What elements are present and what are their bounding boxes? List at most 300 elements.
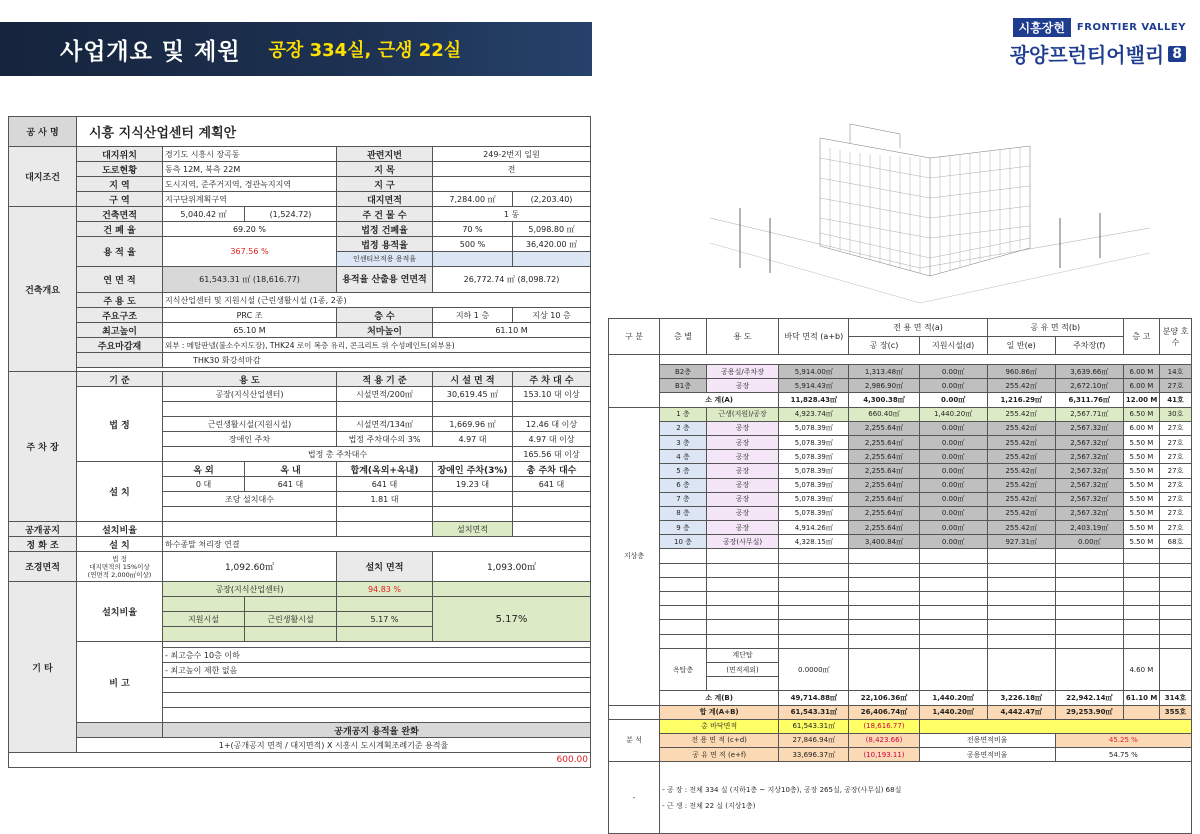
cell: 총 바닥면적	[660, 719, 779, 733]
cell	[433, 402, 513, 417]
cell	[1055, 634, 1123, 648]
cell: 층 별	[660, 319, 707, 355]
cell	[919, 719, 1191, 733]
cell	[163, 522, 337, 537]
cell	[433, 252, 513, 267]
cell: 옥탑층	[660, 648, 707, 691]
cell: 6.00 M	[1123, 365, 1159, 379]
cell	[849, 606, 919, 620]
cell	[660, 620, 707, 634]
cell: 1,092.60㎡	[163, 552, 337, 582]
cell: 1 동	[433, 207, 591, 222]
cell: 설치 면적	[337, 552, 433, 582]
cell: 구 역	[77, 192, 163, 207]
cell: 30호	[1159, 407, 1191, 421]
cell: 6.00 M	[1123, 421, 1159, 435]
cell: 대지위치	[77, 147, 163, 162]
cell: 2,403.19㎡	[1055, 521, 1123, 535]
cell: (면적제외)	[706, 662, 778, 676]
cell: 2,255.64㎡	[849, 435, 919, 449]
cell: 6 층	[660, 478, 707, 492]
cell: 29,253.90㎡	[1055, 705, 1123, 719]
cell: 153.10 대 이상	[513, 387, 591, 402]
cell: 5.50 M	[1123, 506, 1159, 520]
cell: 지원시설	[163, 612, 245, 627]
cell	[660, 355, 1192, 365]
cell: 공 유 면 적(b)	[987, 319, 1123, 337]
cell	[1159, 592, 1191, 606]
cell: THK30 화강석마감	[163, 353, 591, 368]
cell: 공장(지식산업센터)	[163, 582, 337, 597]
cell: 인센티브적용 용적율	[337, 252, 433, 267]
cell	[1159, 648, 1191, 691]
cell	[1123, 620, 1159, 634]
cell: 927.31㎡	[987, 535, 1055, 549]
cell: 계단탑	[706, 648, 778, 662]
cell: 22,106.36㎡	[849, 691, 919, 705]
cell: 27호	[1159, 492, 1191, 506]
cell: 5.17%	[433, 597, 591, 642]
cell: 도로현황	[77, 162, 163, 177]
cell	[849, 563, 919, 577]
cell	[779, 606, 849, 620]
cell	[919, 563, 987, 577]
cell: 소 계(A)	[660, 393, 779, 407]
cell: 0.00㎡	[1055, 535, 1123, 549]
cell: 27호	[1159, 435, 1191, 449]
cell: 0.00㎡	[919, 521, 987, 535]
cell	[1159, 577, 1191, 591]
cell: 건축개요	[9, 207, 77, 372]
cell: 61.10 M	[1123, 691, 1159, 705]
cell: 5.17 %	[337, 612, 433, 627]
cell	[987, 620, 1055, 634]
cell: 5,078.39㎡	[779, 464, 849, 478]
cell: 도시지역, 준주거지역, 경관녹지지역	[163, 177, 337, 192]
cell: 공용면적비율	[919, 748, 1055, 762]
cell	[1159, 620, 1191, 634]
cell	[987, 606, 1055, 620]
cell: 건 폐 율	[77, 222, 163, 237]
cell: 255.42㎡	[987, 450, 1055, 464]
cell	[660, 563, 707, 577]
cell: 공개공지 용적율 완화	[163, 723, 591, 738]
cell: 0.00㎡	[919, 421, 987, 435]
cell: 2,672.10㎡	[1055, 379, 1123, 393]
cell: 1 층	[660, 407, 707, 421]
cell-line: 법 정	[112, 554, 127, 563]
cell: 19.23 대	[433, 477, 513, 492]
cell: 설치면적	[433, 522, 513, 537]
cell	[337, 597, 433, 612]
cell: 주 차 대 수	[513, 372, 591, 387]
cell: 27호	[1159, 521, 1191, 535]
cell: 27호	[1159, 450, 1191, 464]
cell: 255.42㎡	[987, 521, 1055, 535]
cell: 26,406.74㎡	[849, 705, 919, 719]
page-title: 사업개요 및 제원	[60, 38, 241, 65]
cell: B1층	[660, 379, 707, 393]
title-banner	[0, 22, 592, 76]
cell: 정 화 조	[9, 537, 77, 552]
cell: 641 대	[337, 477, 433, 492]
cell: 36,420.00 ㎡	[513, 237, 591, 252]
cell: 0.00㎡	[919, 535, 987, 549]
cell: 2,255.64㎡	[849, 421, 919, 435]
cell	[706, 606, 778, 620]
cell: 주차장(f)	[1055, 337, 1123, 355]
cell: 공장	[706, 421, 778, 435]
cell: 255.42㎡	[987, 506, 1055, 520]
cell: 설치비율	[77, 522, 163, 537]
cell	[706, 677, 778, 691]
cell: 0.0000㎡	[779, 648, 849, 691]
cell: 0.00㎡	[919, 393, 987, 407]
cell: 27호	[1159, 506, 1191, 520]
cell: 조경면적	[9, 552, 77, 582]
cell: 7,284.00 ㎡	[433, 192, 513, 207]
cell: 12.00 M	[1123, 393, 1159, 407]
project-name: 시흥 지식산업센터 계획안	[77, 117, 591, 147]
cell: 1,093.00㎡	[433, 552, 591, 582]
cell: 249-2번지 일원	[433, 147, 591, 162]
cell: 근린생활시설	[245, 612, 337, 627]
cell: 층 수	[337, 308, 433, 323]
cell: 지원시설(d)	[919, 337, 987, 355]
cell: 54.75 %	[1055, 748, 1191, 762]
cell: 근생(지원)/공장	[706, 407, 778, 421]
cell: 주 건 물 수	[337, 207, 433, 222]
cell: (18,616.77)	[849, 719, 919, 733]
cell: 0 대	[163, 477, 245, 492]
cell	[337, 522, 433, 537]
cell	[433, 582, 591, 597]
cell: 공장(사무실)	[706, 535, 778, 549]
cell: 설치비율	[77, 582, 163, 642]
cell: 5.50 M	[1123, 535, 1159, 549]
cell: 시 설 면 적	[433, 372, 513, 387]
cell: 연 면 적	[77, 267, 163, 293]
cell: - 최고높이 제한 없음	[163, 663, 591, 678]
cell	[660, 577, 707, 591]
cell: 법정 건폐율	[337, 222, 433, 237]
cell: 68호	[1159, 535, 1191, 549]
cell	[987, 648, 1055, 691]
cell: 총 주차 대수	[513, 462, 591, 477]
cell: 최고높이	[77, 323, 163, 338]
cell: 기 타	[9, 582, 77, 753]
cell	[1055, 563, 1123, 577]
cell	[609, 705, 660, 719]
cell: 용 도	[163, 372, 337, 387]
cell: 6.00 M	[1123, 379, 1159, 393]
cell	[919, 634, 987, 648]
cell: 5,078.39㎡	[779, 450, 849, 464]
cell: 500 %	[433, 237, 513, 252]
cell: 255.42㎡	[987, 435, 1055, 449]
cell: 지구단위계획구역	[163, 192, 337, 207]
cell: 지상층	[609, 407, 660, 705]
cell: 공장(지식산업센터)	[163, 387, 337, 402]
cell: 94.83 %	[337, 582, 433, 597]
cell	[163, 507, 337, 522]
cell: 3,226.18㎡	[987, 691, 1055, 705]
cell	[660, 592, 707, 606]
cell: B2층	[660, 365, 707, 379]
cell: 공장	[706, 379, 778, 393]
cell: 설 치	[77, 537, 163, 552]
cell: 5,078.39㎡	[779, 478, 849, 492]
cell: 27호	[1159, 421, 1191, 435]
cell: 2,567.32㎡	[1055, 435, 1123, 449]
cell: 2 층	[660, 421, 707, 435]
cell: 4,300.38㎡	[849, 393, 919, 407]
cell: 2,986.90㎡	[849, 379, 919, 393]
cell-line: 대지면적의 15%이상	[89, 562, 150, 571]
cell: 5,040.42 ㎡	[163, 207, 245, 222]
cell: 3,400.84㎡	[849, 535, 919, 549]
cell: 10 층	[660, 535, 707, 549]
cell: 공 장(c)	[849, 337, 919, 355]
cell: 355호	[1159, 705, 1191, 719]
cell: 공 유 면 적 (e+f)	[660, 748, 779, 762]
cell: (8,423.66)	[849, 733, 919, 747]
cell	[706, 592, 778, 606]
cell: 2,255.64㎡	[849, 464, 919, 478]
cell: 0.00㎡	[919, 365, 987, 379]
cell: 255.42㎡	[987, 407, 1055, 421]
cell	[987, 549, 1055, 563]
cell	[987, 634, 1055, 648]
cell: 3,639.66㎡	[1055, 365, 1123, 379]
cell: 0.00㎡	[919, 450, 987, 464]
cell	[919, 592, 987, 606]
cell: (10,193.11)	[849, 748, 919, 762]
cell: 2,567.32㎡	[1055, 506, 1123, 520]
cell: 전	[433, 162, 591, 177]
cell: PRC 조	[163, 308, 337, 323]
brand-badge: 시흥장현	[1013, 18, 1071, 37]
cell: 4 층	[660, 450, 707, 464]
cell	[706, 634, 778, 648]
cell	[513, 252, 591, 267]
brand-english: FRONTIER VALLEY	[1076, 22, 1186, 33]
cell: 층 고	[1123, 319, 1159, 355]
cell-line: (연면적 2,000㎡이상)	[87, 570, 152, 579]
cell: 41호	[1159, 393, 1191, 407]
cell	[660, 606, 707, 620]
cell	[1055, 648, 1123, 691]
cell: 960.86㎡	[987, 365, 1055, 379]
cell: 법정 용적율	[337, 237, 433, 252]
cell: 30,619.45 ㎡	[433, 387, 513, 402]
cell: 하수종말 처리장 연결	[163, 537, 591, 552]
cell	[849, 592, 919, 606]
cell: 주 용 도	[77, 293, 163, 308]
cell	[1123, 592, 1159, 606]
cell: 255.42㎡	[987, 478, 1055, 492]
cell: 7 층	[660, 492, 707, 506]
cell: 69.20 %	[163, 222, 337, 237]
cell	[919, 549, 987, 563]
cell: 5.50 M	[1123, 450, 1159, 464]
far-relaxation-value: 600.00	[9, 753, 591, 768]
cell: 공장	[706, 450, 778, 464]
cell: 6,311.76㎡	[1055, 393, 1123, 407]
cell: 165.56 대 이상	[513, 447, 591, 462]
cell: 11,828.43㎡	[779, 393, 849, 407]
cell	[706, 563, 778, 577]
cell	[987, 577, 1055, 591]
cell: 장애인 주차(3%)	[433, 462, 513, 477]
cell: 합 계(A+B)	[660, 705, 779, 719]
cell	[1055, 577, 1123, 591]
cell: -	[609, 762, 660, 834]
cell: 옥 외	[163, 462, 245, 477]
cell: 5.50 M	[1123, 435, 1159, 449]
cell: 660.40㎡	[849, 407, 919, 421]
brand-name: 광양프런티어밸리	[1009, 43, 1165, 67]
cell: (1,524.72)	[245, 207, 337, 222]
cell: 22,942.14㎡	[1055, 691, 1123, 705]
cell	[163, 402, 337, 417]
cell: 8 층	[660, 506, 707, 520]
cell: 건축면적	[77, 207, 163, 222]
brand-logo	[986, 18, 1186, 68]
cell	[245, 597, 337, 612]
cell	[987, 563, 1055, 577]
cell	[779, 592, 849, 606]
cell: 12.46 대 이상	[513, 417, 591, 432]
cell: 처마높이	[337, 323, 433, 338]
cell: - 최고층수 10층 이하	[163, 648, 591, 663]
cell: 9 층	[660, 521, 707, 535]
cell: 조당 설치대수	[163, 492, 337, 507]
cell: 641 대	[245, 477, 337, 492]
cell	[513, 507, 591, 522]
cell: 33,696.37㎡	[779, 748, 849, 762]
cell: 법정 주차대수의 3%	[337, 432, 433, 447]
cell: 전 용 면 적 (c+d)	[660, 733, 779, 747]
cell	[513, 492, 591, 507]
cell: 5.50 M	[1123, 521, 1159, 535]
cell: 지 역	[77, 177, 163, 192]
cell: 전용면적비율	[919, 733, 1055, 747]
cell: 공장	[706, 464, 778, 478]
cell: 27호	[1159, 478, 1191, 492]
cell: 설 치	[77, 462, 163, 522]
cell	[337, 507, 433, 522]
cell: 4,923.74㎡	[779, 407, 849, 421]
cell: 255.42㎡	[987, 492, 1055, 506]
cell	[1159, 563, 1191, 577]
cell: 26,772.74 ㎡ (8,098.72)	[433, 267, 591, 293]
cell	[163, 627, 245, 642]
cell: 61,543.31 ㎡ (18,616.77)	[163, 267, 337, 293]
cell: 장애인 주차	[163, 432, 337, 447]
cell: 0.00㎡	[919, 464, 987, 478]
cell: 314호	[1159, 691, 1191, 705]
cell: 4,442.47㎡	[987, 705, 1055, 719]
cell: 구 분	[609, 319, 660, 355]
cell: 공장	[706, 492, 778, 506]
cell	[77, 723, 163, 738]
building-rendering	[700, 118, 1160, 313]
cell: 5,914.00㎡	[779, 365, 849, 379]
cell: 27호	[1159, 464, 1191, 478]
cell: 전 용 면 적(a)	[849, 319, 987, 337]
cell: 용 적 율	[77, 237, 163, 267]
cell	[163, 678, 591, 693]
cell	[660, 634, 707, 648]
cell: 0.00㎡	[919, 492, 987, 506]
cell: 공 사 명	[9, 117, 77, 147]
cell: 0.00㎡	[919, 379, 987, 393]
cell: 지 구	[337, 177, 433, 192]
cell	[779, 634, 849, 648]
cell: 지식산업센터 및 지원시설 (근린생활시설 (1종, 2종)	[163, 293, 591, 308]
cell: 근린생활시설(지원시설)	[163, 417, 337, 432]
cell: 45.25 %	[1055, 733, 1191, 747]
note-line: - 근 생 : 전체 22 실 (지상1층)	[662, 801, 756, 810]
cell	[337, 627, 433, 642]
cell: 5.50 M	[1123, 478, 1159, 492]
cell	[1123, 705, 1159, 719]
cell	[245, 627, 337, 642]
cell: (2,203.40)	[513, 192, 591, 207]
cell: 시설면적/200㎡	[337, 387, 433, 402]
cell: 5,078.39㎡	[779, 421, 849, 435]
cell: 외부 : 메탈판넬(불소수지도장), THK24 로이 복층 유리, 콘크리트 위 수성페인트(외부용)	[163, 338, 591, 353]
cell	[1159, 549, 1191, 563]
cell: 지상 10 층	[513, 308, 591, 323]
cell: 2,255.64㎡	[849, 506, 919, 520]
cell	[1055, 620, 1123, 634]
cell	[919, 606, 987, 620]
cell: 주요마감재	[77, 338, 163, 353]
cell: 일 반(e)	[987, 337, 1055, 355]
brand-number: 8	[1168, 46, 1186, 62]
cell: 255.42㎡	[987, 421, 1055, 435]
cell: 1,440.20㎡	[919, 705, 987, 719]
cell: 1,216.29㎡	[987, 393, 1055, 407]
cell	[1123, 577, 1159, 591]
cell: 시설면적/134㎡	[337, 417, 433, 432]
cell	[433, 177, 591, 192]
cell: 경기도 시흥시 장곡동	[163, 147, 337, 162]
cell	[77, 353, 163, 368]
cell: 5 층	[660, 464, 707, 478]
cell: 5,078.39㎡	[779, 506, 849, 520]
cell: 관련지번	[337, 147, 433, 162]
cell: 용 도	[706, 319, 778, 355]
cell	[1123, 606, 1159, 620]
cell: 4.97 대 이상	[513, 432, 591, 447]
cell: 4.60 M	[1123, 648, 1159, 691]
cell	[779, 620, 849, 634]
cell	[1123, 634, 1159, 648]
cell: 27,846.94㎡	[779, 733, 849, 747]
cell: 지 목	[337, 162, 433, 177]
cell: 1.81 대	[337, 492, 433, 507]
cell: 5,078.39㎡	[779, 492, 849, 506]
cell: 5,914.43㎡	[779, 379, 849, 393]
cell	[163, 597, 245, 612]
cell	[1055, 549, 1123, 563]
cell	[163, 708, 591, 723]
cell	[779, 563, 849, 577]
cell	[1159, 606, 1191, 620]
